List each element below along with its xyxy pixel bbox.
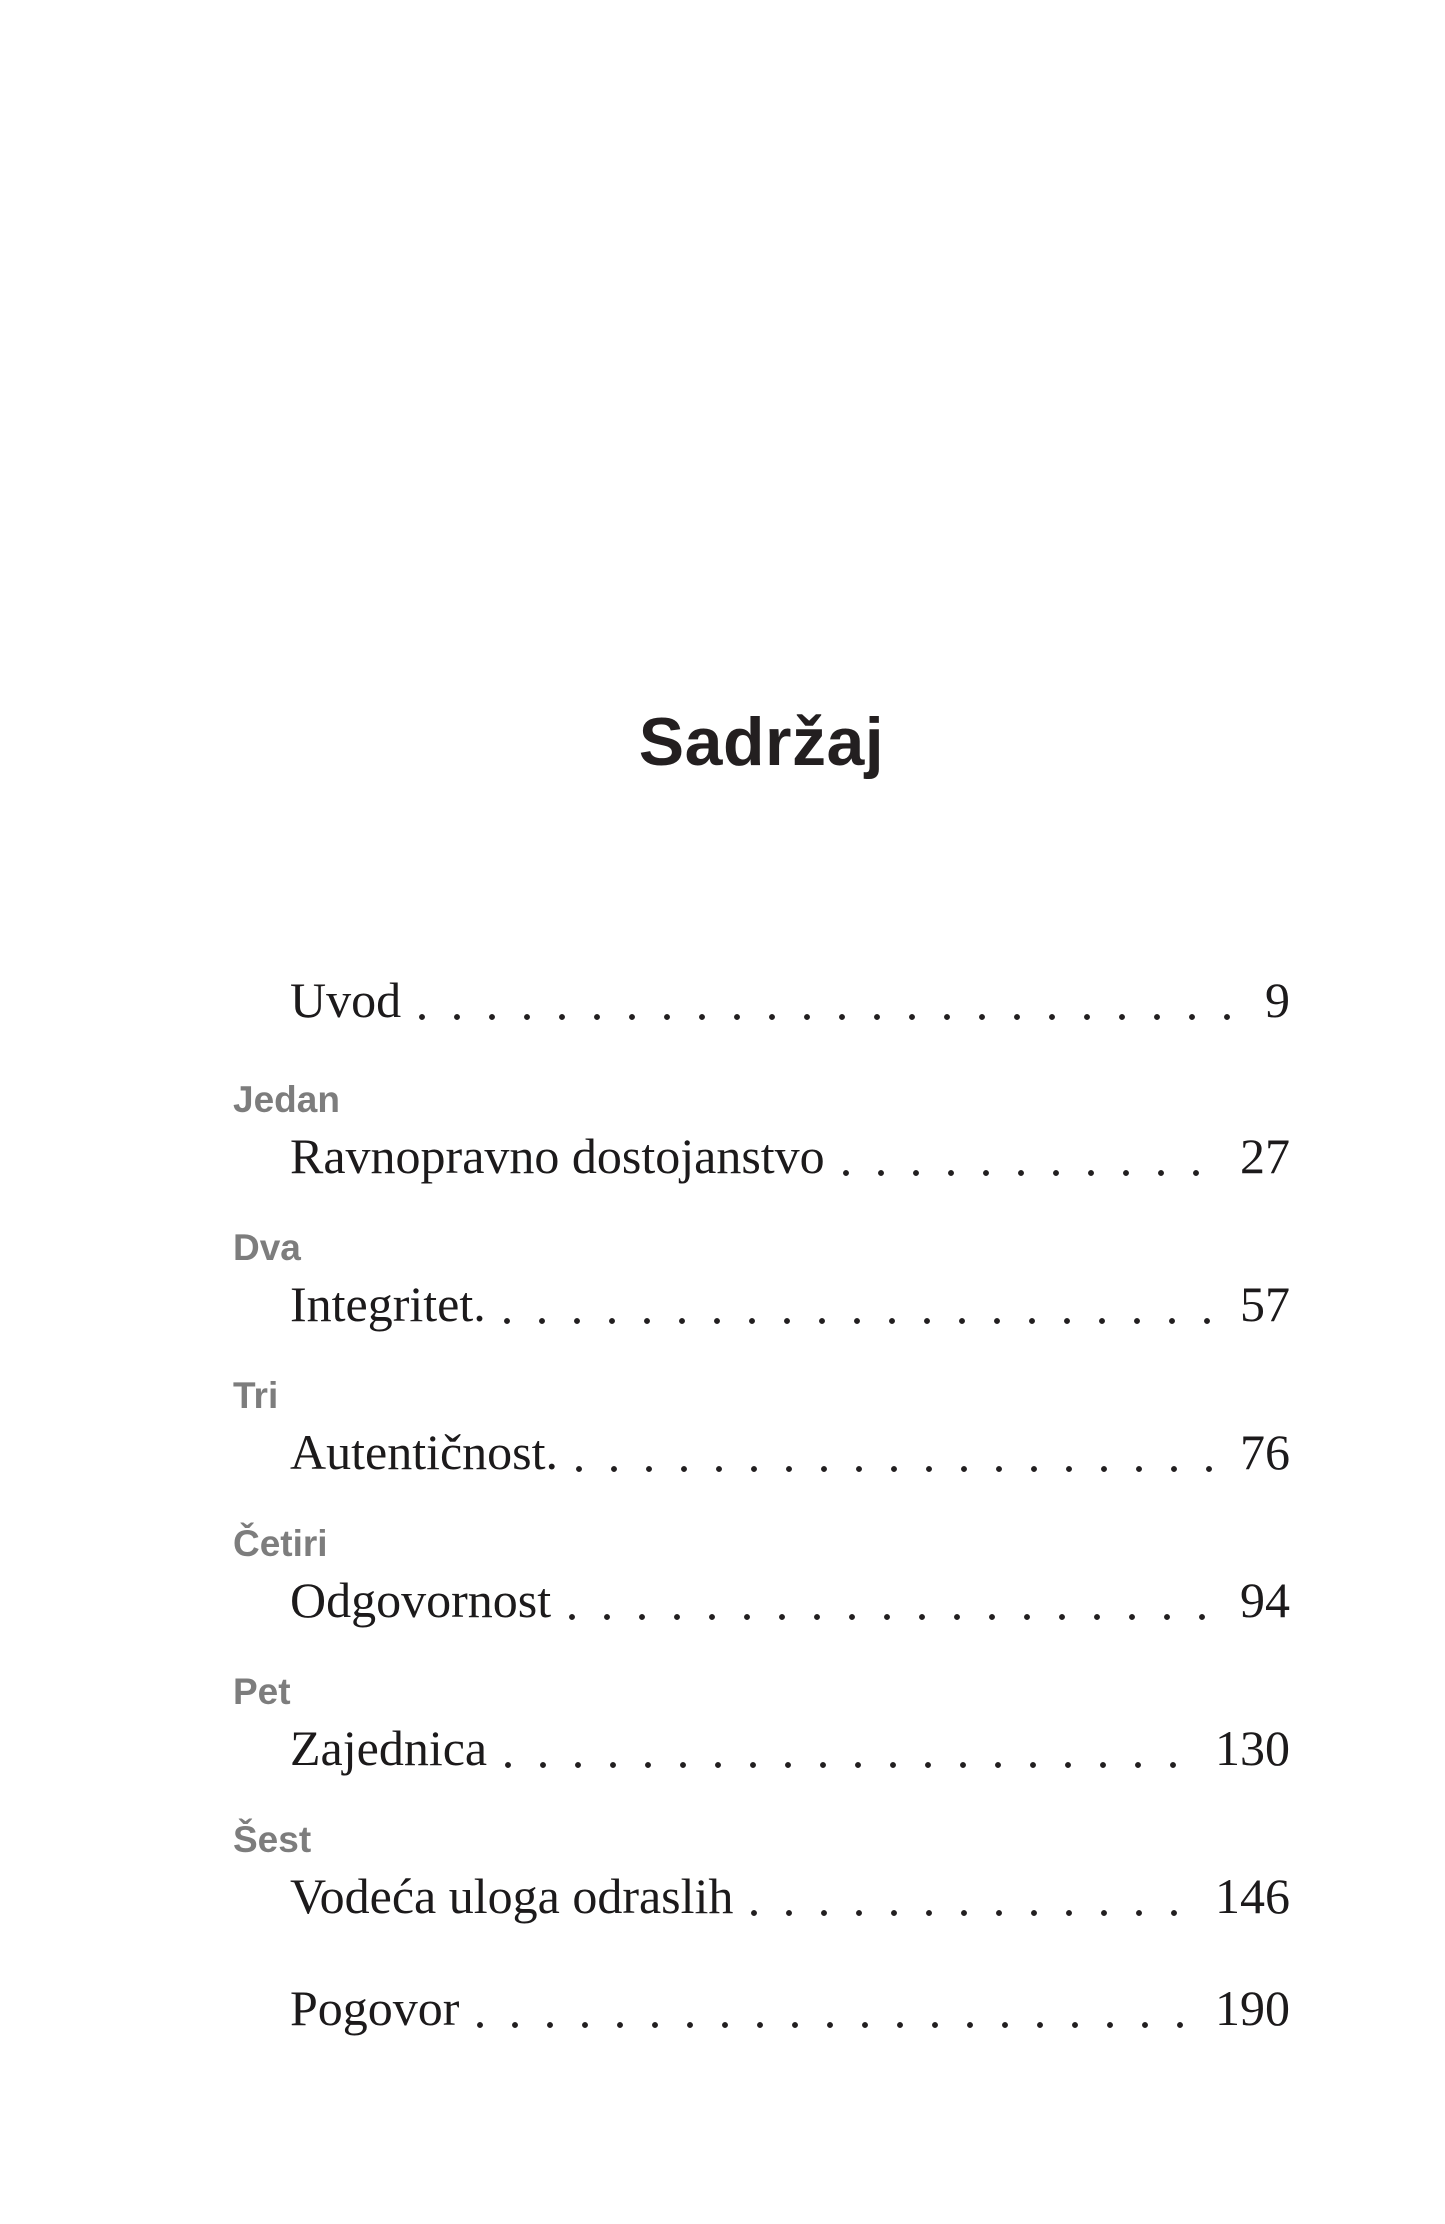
entry-title: Autentičnost. [290, 1424, 559, 1480]
chapter-number-label: Jedan [233, 1079, 340, 1120]
dot-leader [419, 971, 1251, 1029]
toc-entry [233, 1275, 1290, 1333]
toc-entry-pogovor [233, 1979, 1290, 2037]
dot-leader [576, 1423, 1226, 1481]
dot-leader [477, 1979, 1201, 2037]
chapter-number-label: Dva [233, 1227, 301, 1268]
entry-page-number: 27 [1240, 1128, 1290, 1184]
entry-page-number: 190 [1215, 1980, 1290, 2036]
toc-entry [233, 1423, 1290, 1481]
dot-leader [505, 1719, 1201, 1777]
entry-title: Integritet. [290, 1276, 486, 1332]
chapter-number-label: Tri [233, 1375, 279, 1416]
chapter-number-label: Šest [233, 1819, 312, 1860]
chapter-number-label: Četiri [233, 1523, 328, 1564]
entry-page-number: 146 [1215, 1868, 1290, 1924]
toc-block-sest [233, 1817, 1290, 1925]
entry-title: Uvod [290, 972, 402, 1028]
dot-leader [751, 1867, 1201, 1925]
entry-title: Odgovornost [290, 1572, 552, 1628]
entry-page-number: 76 [1240, 1424, 1290, 1480]
entry-page-number: 9 [1265, 972, 1290, 1028]
entry-page-number: 94 [1240, 1572, 1290, 1628]
toc-entry [233, 1571, 1290, 1629]
dot-leader [843, 1127, 1226, 1185]
entry-page-number: 130 [1215, 1720, 1290, 1776]
entry-page-number: 57 [1240, 1276, 1290, 1332]
dot-leader [569, 1571, 1226, 1629]
toc-block-pet [233, 1669, 1290, 1777]
toc-block-tri [233, 1373, 1290, 1481]
entry-title: Ravnopravno dostojanstvo [290, 1128, 825, 1184]
content-column [233, 0, 1290, 2037]
toc-block-dva [233, 1225, 1290, 1333]
chapter-number-label: Pet [233, 1671, 291, 1712]
page-title: Sadržaj [638, 704, 885, 780]
toc-entry [233, 1867, 1290, 1925]
dot-leader [504, 1275, 1226, 1333]
table-of-contents [233, 971, 1290, 2037]
toc-block-jedan [233, 1077, 1290, 1185]
entry-title: Pogovor [290, 1980, 460, 2036]
entry-title: Vodeća uloga odraslih [290, 1868, 734, 1924]
toc-block-cetiri [233, 1521, 1290, 1629]
toc-entry-uvod [233, 971, 1290, 1029]
toc-entry [233, 1127, 1290, 1185]
toc-entry [233, 1719, 1290, 1777]
entry-title: Zajednica [290, 1720, 488, 1776]
